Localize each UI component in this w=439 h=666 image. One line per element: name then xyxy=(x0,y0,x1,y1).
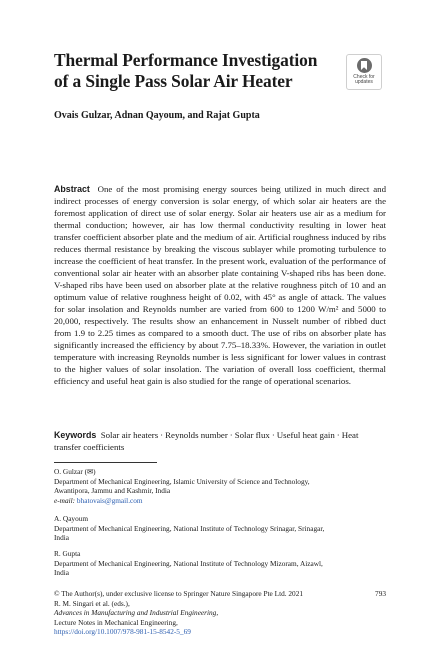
badge-text xyxy=(353,75,374,86)
paper-page xyxy=(54,0,386,666)
affiliation-line: Department of Mechanical Engineering, National Institute of Technology Mizoram, Aizawl, xyxy=(54,558,323,568)
citation-line xyxy=(54,599,386,618)
affiliation-gulzar xyxy=(54,467,386,505)
affiliation-line: India xyxy=(54,568,69,578)
citation-prefix: R. M. Singari et al. (eds.), xyxy=(54,598,130,608)
keywords xyxy=(54,429,386,453)
badge-line-1: Check for xyxy=(353,74,375,80)
keyword: Solar flux xyxy=(234,430,270,440)
abstract-text: One of the most promising energy sources being utilized in much direct and indirect processes of energy conversion is solar energy, of which solar air heaters are the foremost application of direct use of solar energy. Solar air heaters use air as a medium for thermal conduction; however, air has low thermal conductivity resulting in lower heat transfer coefficient absorber plate and the medium of air. Artificial roughness induced by ribs reduces thermal resistance by breaking the viscous sublayer while promoting turbulence to increase the coefficient of heat transfer. In the present work, evaluation of the performance of conventional solar air heater with an absorber plate containing V-shaped ribs has been done. V-shaped ribs have been used on absorber plate at the relative roughness pitch of 10 and an optimum value of relative roughness height of 0.02, with 45° as angle of attack. The values for solar insolation and Reynolds number are varied from 600 to 1200 W/m² and 5000 to 20,000, respectively. The results show an enhancement in Nusselt number of ribbed duct from 1.9 to 2.25 times as compared to a smooth duct. The use of ribs on absorber plate has significantly increased the efficiency by about 7.75–18.33%. However, the variation in outlet temperature with increasing Reynolds number is less significant for lower values in contrast to the higher values of solar insolation. The variation of overall loss coefficient, thermal efficiency and useful heat gain is also studied for the range of operational scenarios. xyxy=(54,184,386,386)
series-line: Lecture Notes in Mechanical Engineering, xyxy=(54,617,178,627)
publication-footer xyxy=(54,589,386,637)
keyword-separator: · xyxy=(271,430,275,440)
authors: Ovais Gulzar, Adnan Qayoum, and Rajat Gupta xyxy=(54,110,260,121)
keyword-separator: · xyxy=(229,430,233,440)
affiliation-line: Awantipora, Jammu and Kashmir, India xyxy=(54,486,171,496)
badge-line-2: updates xyxy=(355,79,373,86)
keyword: Useful heat gain xyxy=(276,430,335,440)
keywords-label: Keywords xyxy=(54,430,97,440)
check-for-updates-badge[interactable] xyxy=(346,54,382,90)
affiliation-line: Department of Mechanical Engineering, National Institute of Technology Srinagar, Srinagar, xyxy=(54,523,325,533)
page-number: 793 xyxy=(375,589,386,598)
affiliation-name: R. Gupta xyxy=(54,549,81,558)
title-line-1: Thermal Performance Investigation xyxy=(54,50,318,70)
affiliation-name: A. Qayoum xyxy=(54,514,89,523)
keyword: Reynolds number xyxy=(165,430,228,440)
title-line-2: of a Single Pass Solar Air Heater xyxy=(54,71,293,91)
email-label: e-mail: xyxy=(54,495,76,505)
email-line xyxy=(54,496,386,506)
paper-title xyxy=(54,50,329,92)
affiliation-line: Department of Mechanical Engineering, Islamic University of Science and Technology, xyxy=(54,476,310,486)
abstract-label: Abstract xyxy=(54,184,90,194)
book-title: Advances in Manufacturing and Industrial Engineering, xyxy=(54,608,219,618)
affiliation-gupta xyxy=(54,549,386,578)
keyword-separator: · xyxy=(160,430,164,440)
footnote-divider xyxy=(54,462,157,463)
affiliation-qayoum xyxy=(54,514,386,543)
bookmark-icon xyxy=(357,58,372,73)
keyword: Heat transfer coefficients xyxy=(54,430,359,452)
doi-link[interactable]: https://doi.org/10.1007/978-981-15-8542-5_69 xyxy=(54,627,191,637)
keyword: Solar air heaters xyxy=(100,430,159,440)
copyright-line: © The Author(s), under exclusive license to Springer Nature Singapore Pte Ltd. 2021 xyxy=(54,589,303,598)
abstract xyxy=(54,183,386,387)
keyword-separator: · xyxy=(336,430,340,440)
affiliation-line: India xyxy=(54,533,69,543)
affiliation-name: O. Gulzar (✉) xyxy=(54,467,96,476)
email-link[interactable]: bhatovais@gmail.com xyxy=(76,495,143,505)
